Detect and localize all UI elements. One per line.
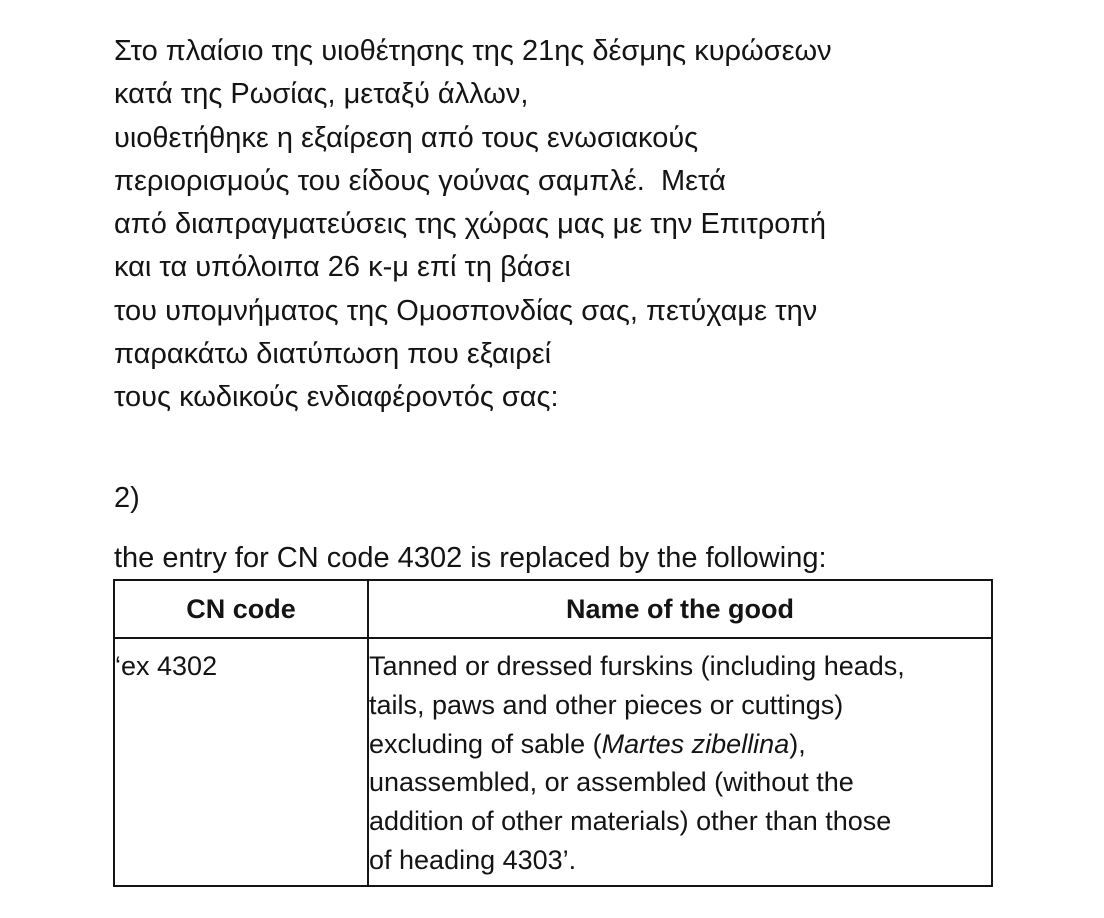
cn-code-cell (114, 638, 368, 886)
entry-sentence: the entry for CN code 4302 is replaced by the following: (114, 542, 827, 574)
greek-paragraph-line: περιορισμούς του είδους γούνας σαμπλέ. Μετά (114, 164, 726, 197)
greek-paragraph (114, 30, 1014, 420)
description-line (369, 725, 991, 764)
greek-paragraph-line: υιοθετήθηκε η εξαίρεση από τους ενωσιακούς (114, 121, 699, 154)
description-line: addition of other materials) other than those (369, 806, 892, 837)
greek-paragraph-line: κατά της Ρωσίας, μεταξύ άλλων, (114, 78, 529, 111)
greek-paragraph-line: παρακάτω διατύπωση που εξαιρεί (114, 338, 552, 371)
description-line: tails, paws and other pieces or cuttings) (369, 689, 844, 720)
cn-code-value: ‘ex 4302 (115, 651, 218, 681)
description-line: Tanned or dressed furskins (including heads, (369, 651, 905, 681)
description-text: ), (789, 728, 806, 759)
species-name: Martes zibellina (601, 728, 790, 759)
greek-paragraph-line: τους κωδικούς ενδιαφέροντός σας: (114, 381, 559, 414)
greek-paragraph-line: και τα υπόλοιπα 26 κ-μ επί τη βάσει (114, 251, 571, 284)
cn-code-header: CN code (114, 580, 368, 638)
table-row (114, 638, 992, 886)
table-header-row (114, 580, 992, 638)
greek-paragraph-line: του υπομνήματος της Ομοσπονδίας σας, πετύχαμε την (114, 294, 818, 327)
name-of-good-header: Name of the good (368, 580, 992, 638)
description-line: of heading 4303’. (369, 844, 577, 875)
greek-paragraph-line: από διαπραγματεύσεις της χώρας μας με την Επιτροπή (114, 208, 827, 241)
greek-paragraph-line: Στο πλαίσιο της υιοθέτησης της 21ης δέσμης κυρώσεων (114, 35, 832, 67)
goods-table (113, 579, 993, 887)
good-description-cell (368, 638, 992, 886)
description-line: unassembled, or assembled (without the (369, 767, 854, 798)
item-number: 2) (114, 482, 140, 514)
description-text: excluding of sable ( (369, 728, 602, 759)
